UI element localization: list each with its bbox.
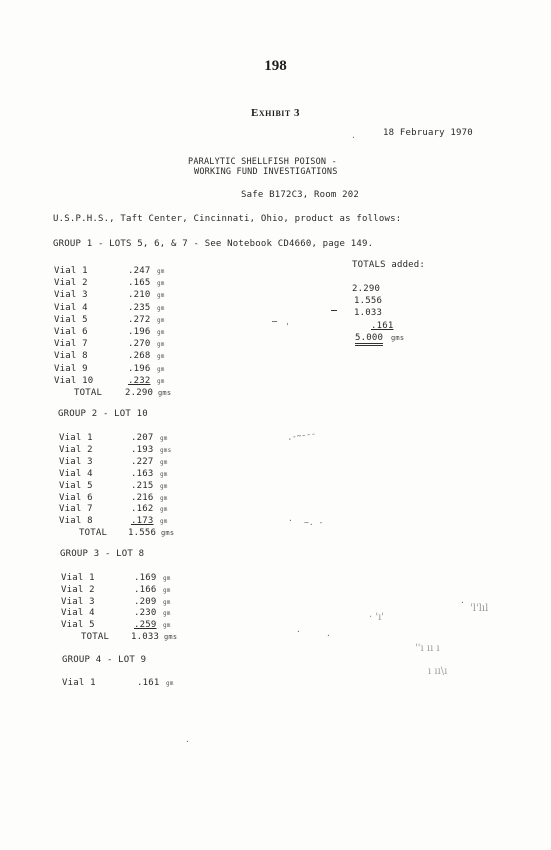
vial-unit: gm <box>157 316 165 324</box>
vial-weight: .161 <box>137 678 160 688</box>
totals-added-value: 1.033 <box>354 308 383 319</box>
stray-mark: · <box>460 598 465 607</box>
vial-unit: gm <box>163 598 171 606</box>
stray-mark: · <box>185 737 190 746</box>
group-2-title: GROUP 2 - LOT 10 <box>58 409 148 419</box>
vial-unit: gm <box>160 506 168 514</box>
vial-unit: gm <box>160 458 168 466</box>
vial-label: Vial 2 <box>59 444 93 455</box>
stray-mark: ' <box>285 322 290 331</box>
vial-label: Vial 7 <box>59 504 93 515</box>
vial-unit: gm <box>157 268 165 275</box>
handwritten-scribble: ı ıı\ı <box>428 666 448 677</box>
vial-weight: .162 <box>131 504 154 515</box>
stray-mark: · <box>296 627 301 636</box>
vial-weight: .216 <box>131 492 154 503</box>
vial-label: Vial 1 <box>54 266 88 276</box>
stray-mark <box>272 321 277 322</box>
vial-weight: .215 <box>131 480 154 491</box>
vial-unit: gm <box>157 329 165 336</box>
vial-weight: .193 <box>131 444 154 455</box>
total-value: 2.290 <box>125 388 154 398</box>
vial-weight: .196 <box>128 327 151 337</box>
vial-unit: gm <box>160 482 168 490</box>
vial-label: Vial 3 <box>61 596 95 607</box>
stray-mark <box>331 310 337 311</box>
vial-weight: .232 <box>128 375 151 386</box>
totals-added-value: 1.556 <box>354 296 383 307</box>
totals-added-value: .161 <box>371 320 394 331</box>
vial-unit: gm <box>163 575 171 582</box>
vial-label: Vial 5 <box>54 314 88 325</box>
vial-unit: gm <box>160 470 168 478</box>
vial-label: Vial 4 <box>54 302 88 313</box>
vial-unit: gm <box>163 622 171 630</box>
vial-label: Vial 8 <box>54 351 88 362</box>
vial-label: Vial 7 <box>54 339 88 350</box>
total-label: TOTAL <box>79 528 108 539</box>
vial-label: Vial 1 <box>62 678 96 688</box>
vial-label: Vial 1 <box>61 573 95 583</box>
vial-weight: .268 <box>128 351 151 362</box>
handwritten-scribble: 'l'lıl <box>470 603 489 614</box>
vial-unit: gm <box>157 304 165 312</box>
vial-weight: .173 <box>131 516 154 527</box>
stray-mark: .-~--- <box>286 429 317 442</box>
group-1-title: GROUP 1 - LOTS 5, 6, & 7 - See Notebook CD4660, page 149. <box>53 239 374 249</box>
vial-unit: gm <box>163 610 171 618</box>
total-unit: gms <box>161 529 175 538</box>
total-value: 1.556 <box>128 528 157 539</box>
vial-label: Vial 5 <box>61 620 95 631</box>
vial-unit: gm <box>160 518 168 526</box>
stray-mark: · <box>326 631 331 640</box>
vial-unit: gm <box>160 435 168 442</box>
vial-label: Vial 10 <box>54 375 94 386</box>
heading-line-2: WORKING FUND INVESTIGATIONS <box>194 167 338 177</box>
total-value: 1.033 <box>131 632 160 642</box>
vial-label: Vial 3 <box>54 290 88 301</box>
total-label: TOTAL <box>81 632 110 642</box>
vial-unit: gm <box>157 377 165 385</box>
vial-label: Vial 2 <box>61 584 95 595</box>
vial-unit: gm <box>157 341 165 349</box>
vial-unit: gms <box>160 446 172 454</box>
stray-mark: · <box>351 133 356 142</box>
document-date: 18 February 1970 <box>383 128 473 138</box>
vial-label: Vial 3 <box>59 456 93 467</box>
vial-weight: .272 <box>128 314 151 325</box>
vial-label: Vial 1 <box>59 433 93 443</box>
vial-weight: .259 <box>134 620 157 631</box>
group-4-title: GROUP 4 - LOT 9 <box>62 655 147 665</box>
handwritten-scribble: · 'ı' <box>369 612 385 623</box>
vial-weight: .270 <box>128 339 151 350</box>
vial-unit: gm <box>160 494 168 502</box>
totals-added-value: 2.290 <box>352 284 381 294</box>
totals-added-sum-unit: gms <box>391 333 405 342</box>
vial-unit: gm <box>157 280 165 288</box>
total-unit: gms <box>158 389 172 397</box>
vial-weight: .247 <box>128 266 151 276</box>
vial-label: Vial 4 <box>61 608 95 619</box>
vial-label: Vial 6 <box>54 327 88 337</box>
vial-unit: gm <box>157 365 165 373</box>
intro-line: U.S.P.H.S., Taft Center, Cincinnati, Ohio, product as follows: <box>53 214 402 224</box>
vial-weight: .163 <box>131 468 154 479</box>
safe-location: Safe B172C3, Room 202 <box>241 190 359 200</box>
group-3-title: GROUP 3 - LOT 8 <box>60 549 145 559</box>
total-unit: gms <box>164 633 178 641</box>
totals-added-sum: 5.000 <box>355 333 383 346</box>
vial-label: Vial 6 <box>59 492 93 503</box>
stray-mark: ~. - <box>304 518 324 527</box>
stray-mark: · <box>288 516 293 525</box>
vial-unit: gm <box>157 292 165 300</box>
vial-weight: .230 <box>134 608 157 619</box>
vial-label: Vial 9 <box>54 363 88 374</box>
vial-weight: .166 <box>134 584 157 595</box>
vial-label: Vial 5 <box>59 480 93 491</box>
vial-weight: .196 <box>128 363 151 374</box>
vial-weight: .227 <box>131 456 154 467</box>
handwritten-scribble: ''ı ıı ı <box>415 643 440 654</box>
heading-line-1: PARALYTIC SHELLFISH POISON - <box>188 157 337 167</box>
exhibit-title: Exhibit 3 <box>251 107 300 119</box>
vial-weight: .207 <box>131 433 154 443</box>
total-label: TOTAL <box>74 388 103 398</box>
vial-label: Vial 8 <box>59 516 93 527</box>
vial-weight: .169 <box>134 573 157 583</box>
page-number: 198 <box>264 58 287 74</box>
vial-weight: .165 <box>128 278 151 289</box>
vial-weight: .209 <box>134 596 157 607</box>
vial-unit: gm <box>157 353 165 361</box>
vial-weight: .210 <box>128 290 151 301</box>
vial-weight: .235 <box>128 302 151 313</box>
vial-label: Vial 4 <box>59 468 93 479</box>
totals-added-title: TOTALS added: <box>352 260 426 270</box>
vial-unit: gm <box>163 586 171 594</box>
vial-label: Vial 2 <box>54 278 88 289</box>
vial-unit: gm <box>166 680 174 687</box>
